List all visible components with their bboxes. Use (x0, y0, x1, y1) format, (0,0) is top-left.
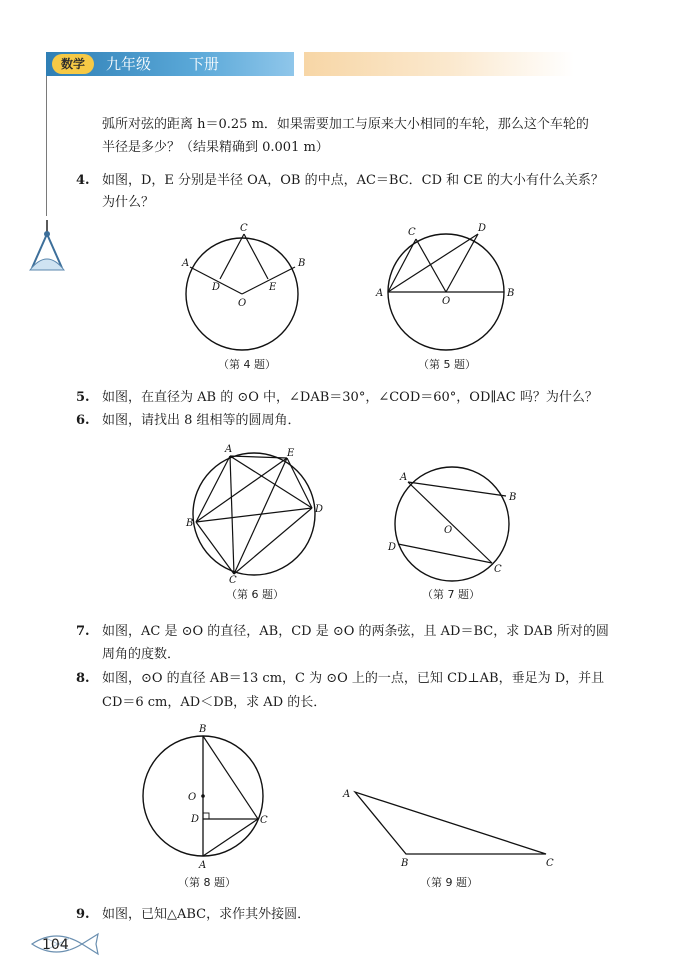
label-B: B (509, 492, 517, 503)
label-A: A (225, 444, 233, 455)
label-B: B (401, 858, 409, 869)
label-O: O (188, 792, 197, 803)
label-E: E (287, 448, 295, 459)
problem-text: 如图，D，E 分别是半径 OA，OB 的中点，AC＝BC．CD 和 CE 的大小有什么关系？ (102, 173, 604, 188)
figure-5 (372, 222, 522, 358)
body-line-1: 弧所对弦的距离 h＝0.25 m．如果需要加工与原来大小相同的车轮，那么这个车轮的 (102, 117, 589, 132)
compass-icon (24, 218, 70, 276)
header-gradient-band (304, 52, 574, 76)
problem-text: 如图，⊙O 的直径 AB＝13 cm，C 为 ⊙O 上的一点，已知 CD⊥AB，垂足为 D，并且 (102, 671, 605, 686)
problem-number: 6. (76, 413, 90, 428)
label-D: D (315, 504, 324, 515)
label-B: B (298, 258, 306, 269)
problem-number: 8. (76, 671, 90, 686)
problem-text: 周角的度数． (102, 647, 181, 662)
label-O: O (444, 525, 453, 536)
label-D: D (388, 542, 397, 553)
figure-8 (140, 722, 270, 872)
caption-fig9: （第 9 题） (420, 876, 478, 889)
figure-9 (340, 782, 560, 872)
body-line-2: 半径是多少？（结果精确到 0.001 m） (102, 140, 329, 155)
problem-text: 为什么？ (102, 195, 155, 210)
label-A: A (376, 288, 384, 299)
volume-label: 下册 (189, 55, 220, 73)
label-A: A (199, 860, 207, 871)
label-B: B (507, 288, 515, 299)
label-O: O (442, 296, 451, 307)
caption-fig6: （第 6 题） (226, 588, 284, 601)
label-C: C (240, 223, 248, 234)
label-D: D (212, 282, 221, 293)
label-A: A (343, 789, 351, 800)
problem-number: 4. (76, 173, 90, 188)
figure-7 (384, 460, 524, 586)
label-D: D (191, 814, 200, 825)
label-A: A (400, 472, 408, 483)
label-C: C (408, 227, 416, 238)
problem-text: 如图，已知△ABC，求作其外接圆． (102, 907, 311, 922)
label-A: A (182, 258, 190, 269)
problem-text: 如图，AC 是 ⊙O 的直径，AB，CD 是 ⊙O 的两条弦，且 AD＝BC，求 DAB 所对的圆 (102, 624, 609, 639)
label-E: E (269, 282, 277, 293)
margin-rule (46, 76, 47, 216)
label-C: C (494, 564, 502, 575)
caption-fig8: （第 8 题） (178, 876, 236, 889)
label-O: O (238, 298, 247, 309)
problem-number: 9. (76, 907, 90, 922)
figure-6 (180, 444, 330, 584)
label-C: C (260, 815, 268, 826)
page-number: 104 (42, 937, 69, 953)
problem-text: CD＝6 cm，AD＜DB，求 AD 的长． (102, 695, 327, 710)
figure-4 (176, 222, 316, 358)
label-B: B (186, 518, 194, 529)
caption-fig4: （第 4 题） (218, 358, 276, 371)
subject-badge: 数学 (52, 54, 94, 74)
problem-text: 如图，在直径为 AB 的 ⊙O 中，∠DAB＝30°，∠COD＝60°，OD∥AC 吗？为什么？ (102, 390, 598, 405)
label-C: C (546, 858, 554, 869)
problem-number: 5. (76, 390, 90, 405)
problem-number: 7. (76, 624, 90, 639)
label-B: B (199, 724, 207, 735)
caption-fig5: （第 5 题） (418, 358, 476, 371)
grade-label: 九年级 (106, 55, 152, 73)
label-C: C (229, 575, 237, 586)
caption-fig7: （第 7 题） (422, 588, 480, 601)
label-D: D (478, 223, 487, 234)
problem-text: 如图，请找出 8 组相等的圆周角． (102, 413, 301, 428)
